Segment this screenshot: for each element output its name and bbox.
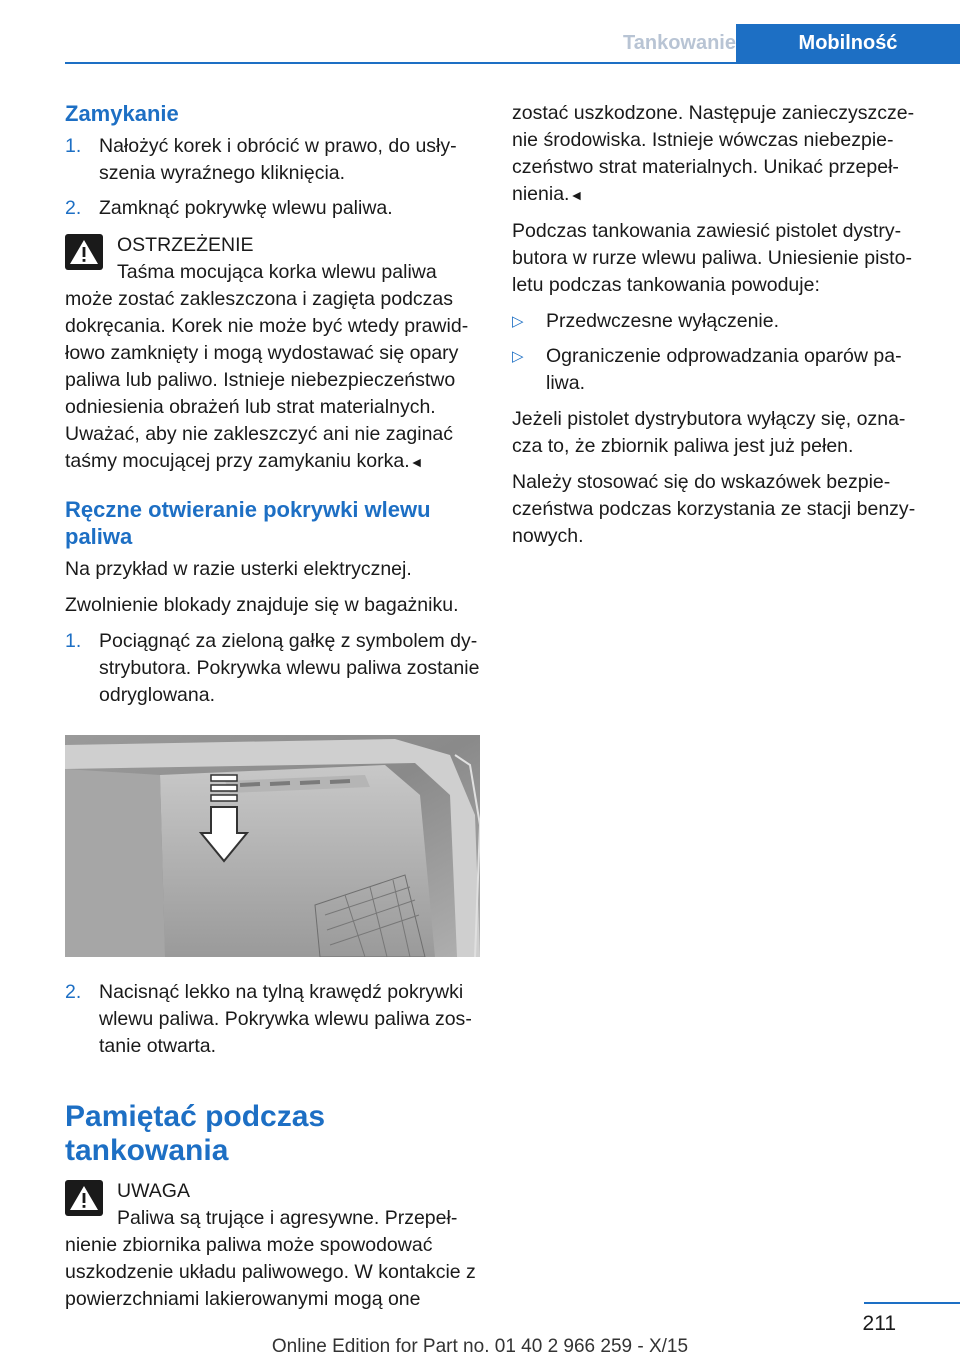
page-header [65, 24, 960, 64]
caution-title: UWAGA [117, 1180, 190, 1202]
right-column [512, 100, 922, 559]
refuel-paragraph-1: Podczas tankowania zawiesić pistolet dystrybutora w rurze wlewu paliwa. Uniesienie pistoletu podczas tankowania powoduje: [512, 220, 912, 296]
triangle-bullet-icon: ▷ [512, 348, 524, 365]
warning-text: Taśma mocująca korka wlewu paliwa może zostać zakleszczona i zagięta podczas dokręcania. Korek nie może być wtedy prawidłowo zamknięty i mogą wydostawać się opary paliwa lub paliwo. Istnieje niebezpieczeństwo odniesienia obrażeń lub strat materialnych. Uważać, aby nie zakleszczyć ani nie zaginać taśmy mocującej przy zamykaniu korka. [65, 261, 469, 472]
list-item [512, 343, 922, 397]
refuel-paragraph-2: Jeżeli pistolet dystrybutora wyłączy się, oznacza to, że zbiornik paliwa jest już pełen. [512, 408, 906, 457]
manual-intro: Na przykład w razie usterki elektrycznej. [65, 558, 412, 580]
triangle-bullet-icon: ▷ [512, 313, 524, 330]
list-item [65, 979, 480, 1060]
step-text: Pociągnąć za zieloną gałkę z symbolem dystrybutora. Pokrywka wlewu paliwa zostanie odryglowana. [99, 630, 480, 706]
warning-title: OSTRZEŻENIE [117, 234, 254, 256]
warning-triangle-icon [65, 1180, 103, 1216]
footer-rule [864, 1302, 960, 1304]
bullet-text: Ograniczenie odprowadzania oparów paliwa. [546, 345, 902, 394]
step-number: 2. [65, 981, 82, 1003]
step-text: Zamknąć pokrywkę wlewu paliwa. [99, 197, 393, 219]
closing-heading: Zamykanie [65, 101, 179, 126]
bullet-text: Przedwczesne wyłączenie. [546, 310, 780, 332]
header-section-title: Tankowanie [623, 32, 736, 54]
caution-block [65, 1178, 480, 1313]
list-item [512, 308, 922, 335]
left-column [65, 100, 480, 1319]
list-item [65, 628, 480, 709]
step-text: Nacisnąć lekko na tylną krawędź pokrywki wlewu paliwa. Pokrywka wlewu paliwa zostanie otwarta. [99, 981, 472, 1057]
step-number: 1. [65, 630, 82, 652]
caution-continuation [512, 100, 922, 209]
step-number: 1. [65, 135, 82, 157]
warning-block [65, 232, 480, 476]
end-mark: ◄ [569, 187, 584, 203]
caution-text: Paliwa są trujące i agresywne. Przepełnienie zbiornika paliwa może spowodować uszkodzenie układu paliwowego. W kontakcie z powierzchniami lakierowanymi mogą one [65, 1207, 476, 1310]
refuel-section-heading: Pamiętać podczas tankowania [65, 1100, 326, 1167]
step-text: Nałożyć korek i obrócić w prawo, do usłyszenia wyraźnego kliknięcia. [99, 135, 457, 184]
manual-steps-2 [65, 979, 480, 1060]
continuation-text: zostać uszkodzone. Następuje zanieczyszczenie środowiska. Istnieje wówczas niebezpieczeństwo strat materialnych. Unikać przepełnienia. [512, 102, 915, 205]
step-number: 2. [65, 197, 82, 219]
end-mark: ◄ [409, 454, 424, 470]
list-item [65, 133, 480, 187]
warning-triangle-icon [65, 234, 103, 270]
manual-steps-1 [65, 628, 480, 709]
footer-edition-note: Online Edition for Part no. 01 40 2 966 259 - X/15 [271, 1336, 689, 1357]
trunk-release-photo [65, 735, 480, 957]
closing-steps [65, 133, 480, 222]
page-number: 211 [862, 1312, 896, 1335]
list-item [65, 195, 480, 222]
manual-location: Zwolnienie blokady znajduje się w bagażniku. [65, 594, 459, 616]
header-chapter-tab: Mobilność [736, 24, 960, 62]
effects-list [512, 308, 922, 397]
manual-open-heading: Ręczne otwieranie pokrywki wlewu paliwa [65, 497, 431, 549]
refuel-paragraph-3: Należy stosować się do wskazówek bezpieczeństwa podczas korzystania ze stacji benzynowych. [512, 471, 916, 547]
